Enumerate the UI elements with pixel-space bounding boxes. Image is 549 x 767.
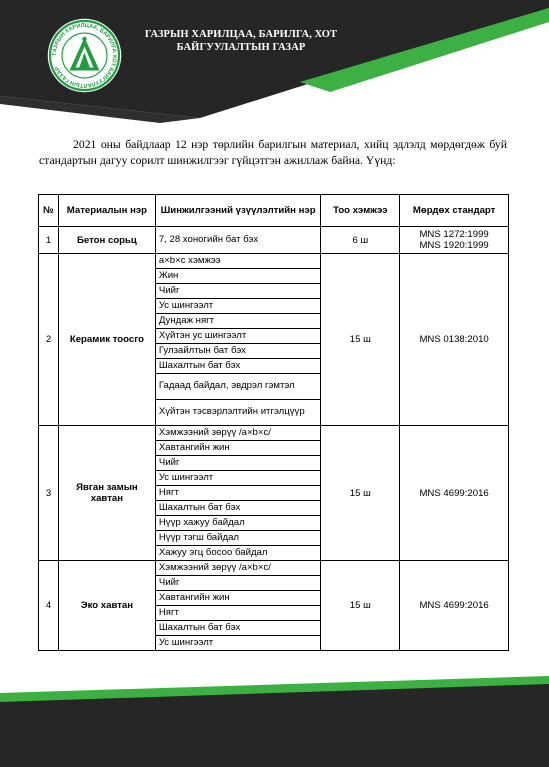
row-test: Нүүр тэгш байдал xyxy=(155,531,321,546)
row-test: а×b×c хэмжээ xyxy=(155,254,321,269)
row-test: Чийг xyxy=(155,284,321,299)
table-row xyxy=(39,254,509,269)
row-test: Хүйтэн ус шингээлт xyxy=(155,329,321,344)
row-test: Ус шингээлт xyxy=(155,299,321,314)
logo-ring-text: ГАЗРЫН ХАРИЛЦАА, БАРИЛГА ХОТ БАЙГУУЛАЛТЫН ГАЗАР xyxy=(51,22,118,89)
row-test: Жин xyxy=(155,269,321,284)
row-quantity: 15 ш xyxy=(321,254,400,426)
row-test: Хавтангийн жин xyxy=(155,441,321,456)
row-test: Хавтангийн жин xyxy=(155,591,321,606)
row-test: Дундаж нягт xyxy=(155,314,321,329)
row-test: Шахалтын бат бэх xyxy=(155,359,321,374)
intro-paragraph: 2021 оны байдлаар 12 нэр төрлийн барилгын материал, хийц эдлэлд мөрдөгдөж буй стандартын дагуу сорилт шинжилгээг гүйцэтгэн ажиллаж байна. Үүнд: xyxy=(39,138,507,167)
row-material: Эко хавтан xyxy=(58,561,155,651)
row-test: 7, 28 хоногийн бат бэх xyxy=(155,227,321,254)
row-test: Хажуу эгц босоо байдал xyxy=(155,546,321,561)
row-standard: MNS 4699:2016 xyxy=(400,426,509,561)
row-quantity: 15 ш xyxy=(321,426,400,561)
org-title-line1: ГАЗРЫН ХАРИЛЦАА, БАРИЛГА, ХОТ xyxy=(144,29,338,40)
organization-title xyxy=(131,28,351,54)
row-standard xyxy=(400,227,509,254)
row-material: Керамик тоосго xyxy=(58,254,155,426)
table-row xyxy=(39,426,509,441)
standard-line: MNS 1272:1999 xyxy=(419,229,489,240)
header-no: № xyxy=(39,195,59,227)
row-test: Нягт xyxy=(155,486,321,501)
row-test: Нягт xyxy=(155,606,321,621)
row-test: Ус шингээлт xyxy=(155,471,321,486)
row-test: Хэмжээний зөрүү /а×b×c/ xyxy=(155,426,321,441)
row-standard: MNS 0138:2010 xyxy=(400,254,509,426)
row-no: 3 xyxy=(39,426,59,561)
row-test: Гулзайлтын бат бэх xyxy=(155,344,321,359)
row-test: Гадаад байдал, эвдрэл гэмтэл xyxy=(155,374,321,400)
header-quantity: Тоо хэмжээ xyxy=(321,195,400,227)
row-test: Шахалтын бат бэх xyxy=(155,621,321,636)
row-test: Ус шингээлт xyxy=(155,636,321,651)
row-material: Бетон сорьц xyxy=(58,227,155,254)
row-test: Нүүр хажуу байдал xyxy=(155,516,321,531)
org-title-line2: БАЙГУУЛАЛТЫН ГАЗАР xyxy=(176,42,306,53)
organization-logo xyxy=(47,18,122,93)
table-row xyxy=(39,561,509,576)
tests-table xyxy=(38,194,509,651)
table-header-row xyxy=(39,195,509,227)
row-test: Хэмжээний зөрүү /а×b×c/ xyxy=(155,561,321,576)
row-test: Хүйтэн тэсвэрлэлтийн итгэлцүүр xyxy=(155,400,321,426)
standard-line: MNS 1920:1999 xyxy=(419,240,489,251)
row-no: 4 xyxy=(39,561,59,651)
footer-banner xyxy=(0,660,549,767)
row-quantity: 6 ш xyxy=(321,227,400,254)
row-no: 1 xyxy=(39,227,59,254)
row-quantity: 15 ш xyxy=(321,561,400,651)
row-test: Чийг xyxy=(155,576,321,591)
header-test: Шинжилгээний үзүүлэлтийн нэр xyxy=(155,195,321,227)
header-standard: Мөрдөх стандарт xyxy=(400,195,509,227)
row-test: Чийг xyxy=(155,456,321,471)
row-no: 2 xyxy=(39,254,59,426)
header-material: Материалын нэр xyxy=(58,195,155,227)
row-standard: MNS 4699:2016 xyxy=(400,561,509,651)
row-test: Шахалтын бат бэх xyxy=(155,501,321,516)
row-material: Явган замын хавтан xyxy=(58,426,155,561)
table-row xyxy=(39,227,509,254)
